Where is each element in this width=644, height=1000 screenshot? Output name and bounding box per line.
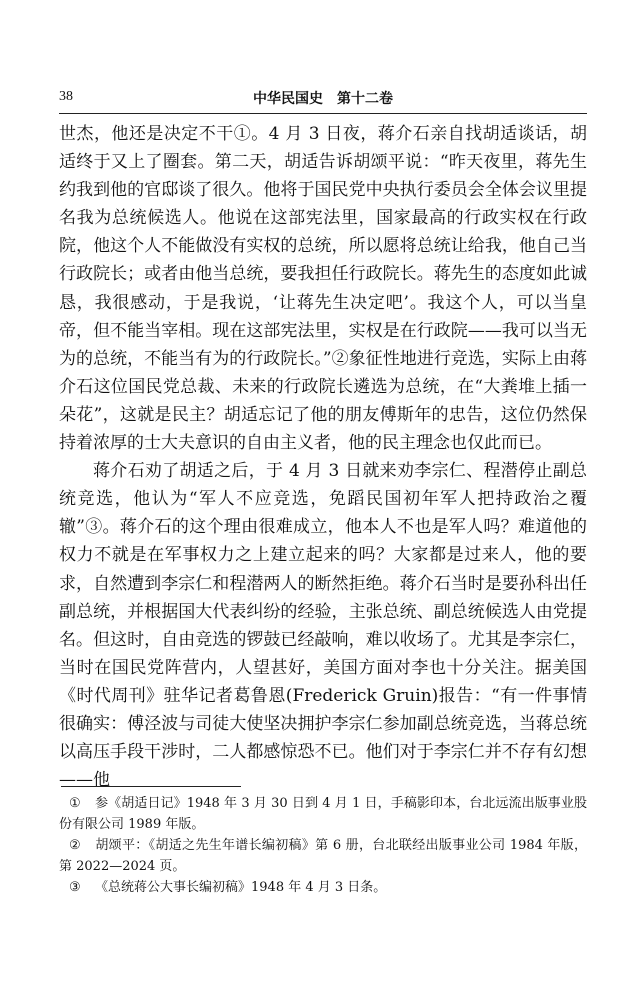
footnote-text: 参《胡适日记》1948 年 3 月 30 日到 4 月 1 日，手稿影印本，台北远流出版事业股份有限公司 1989 年版。	[59, 796, 587, 832]
main-text	[59, 120, 587, 794]
footnote-marker: ③	[69, 880, 81, 895]
page-number: 38	[59, 89, 73, 104]
footnote	[59, 836, 587, 877]
footnote-text: 《总统蒋公大事长编初稿》1948 年 4 月 3 日条。	[95, 880, 387, 895]
running-title: 中华民国史 第十二卷	[253, 91, 393, 107]
footnote-text: 胡颂平：《胡适之先生年谱长编初稿》第 6 册，台北联经出版事业公司 1984 年版，第 2022—2024 页。	[59, 838, 587, 874]
footnote	[59, 794, 587, 835]
header-rule	[59, 113, 587, 114]
page-header	[59, 86, 587, 112]
footnote-rule	[61, 786, 241, 787]
footnote-marker: ①	[69, 796, 81, 811]
footnote	[59, 878, 587, 899]
footnote-marker: ②	[69, 838, 81, 853]
body-paragraph: 世杰，他还是决定不干①。4 月 3 日夜，蒋介石亲自找胡适谈话，胡适终于又上了圈套。第二天，胡适告诉胡颂平说：“昨天夜里，蒋先生约我到他的官邸谈了很久。他将于国民党中央执行委员会全体会议里提名我为总统候选人。他说在这部宪法里，国家最高的行政实权在行政院，他这个人不能做没有实权的总统，所以愿将总统让给我，他自己当行政院长；或者由他当总统，要我担任行政院长。蒋先生的态度如此诚恳，我很感动，于是我说，‘让蒋先生决定吧’。我这个人，可以当皇帝，但不能当宰相。现在这部宪法里，实权是在行政院——我可以当无为的总统，不能当有为的行政院长。”②象征性地进行竞选，实际上由蒋介石这位国民党总裁、未来的行政院长遴选为总统，在“大粪堆上插一朵花”，这就是民主？胡适忘记了他的朋友傅斯年的忠告，这位仍然保持着浓厚的士大夫意识的自由主义者，他的民主理念也仅此而已。	[59, 124, 587, 454]
body-paragraph: 蒋介石劝了胡适之后，于 4 月 3 日就来劝李宗仁、程潜停止副总统竞选，他认为“军人不应竞选，免蹈民国初年军人把持政治之覆辙”③。蒋介石的这个理由很难成立，他本人不也是军人吗？难道他的权力不就是在军事权力之上建立起来的吗？大家都是过来人，他的要求，自然遭到李宗仁和程潜两人的断然拒绝。蒋介石当时是要孙科出任副总统，并根据国大代表纠纷的经验，主张总统、副总统候选人由党提名。但这时，自由竞选的锣鼓已经敲响，难以收场了。尤其是李宗仁，当时在国民党阵营内，人望甚好，美国方面对李也十分关注。据美国《时代周刊》驻华记者葛鲁恩(Frederick Gruin)报告：“有一件事情很确实：傅泾波与司徒大使坚决拥护李宗仁参加副总统竞选，当蒋总统以高压手段干涉时，二人都感惊恐不已。他们对于李宗仁并不存有幻想——他	[59, 461, 587, 791]
footnotes	[59, 794, 587, 900]
